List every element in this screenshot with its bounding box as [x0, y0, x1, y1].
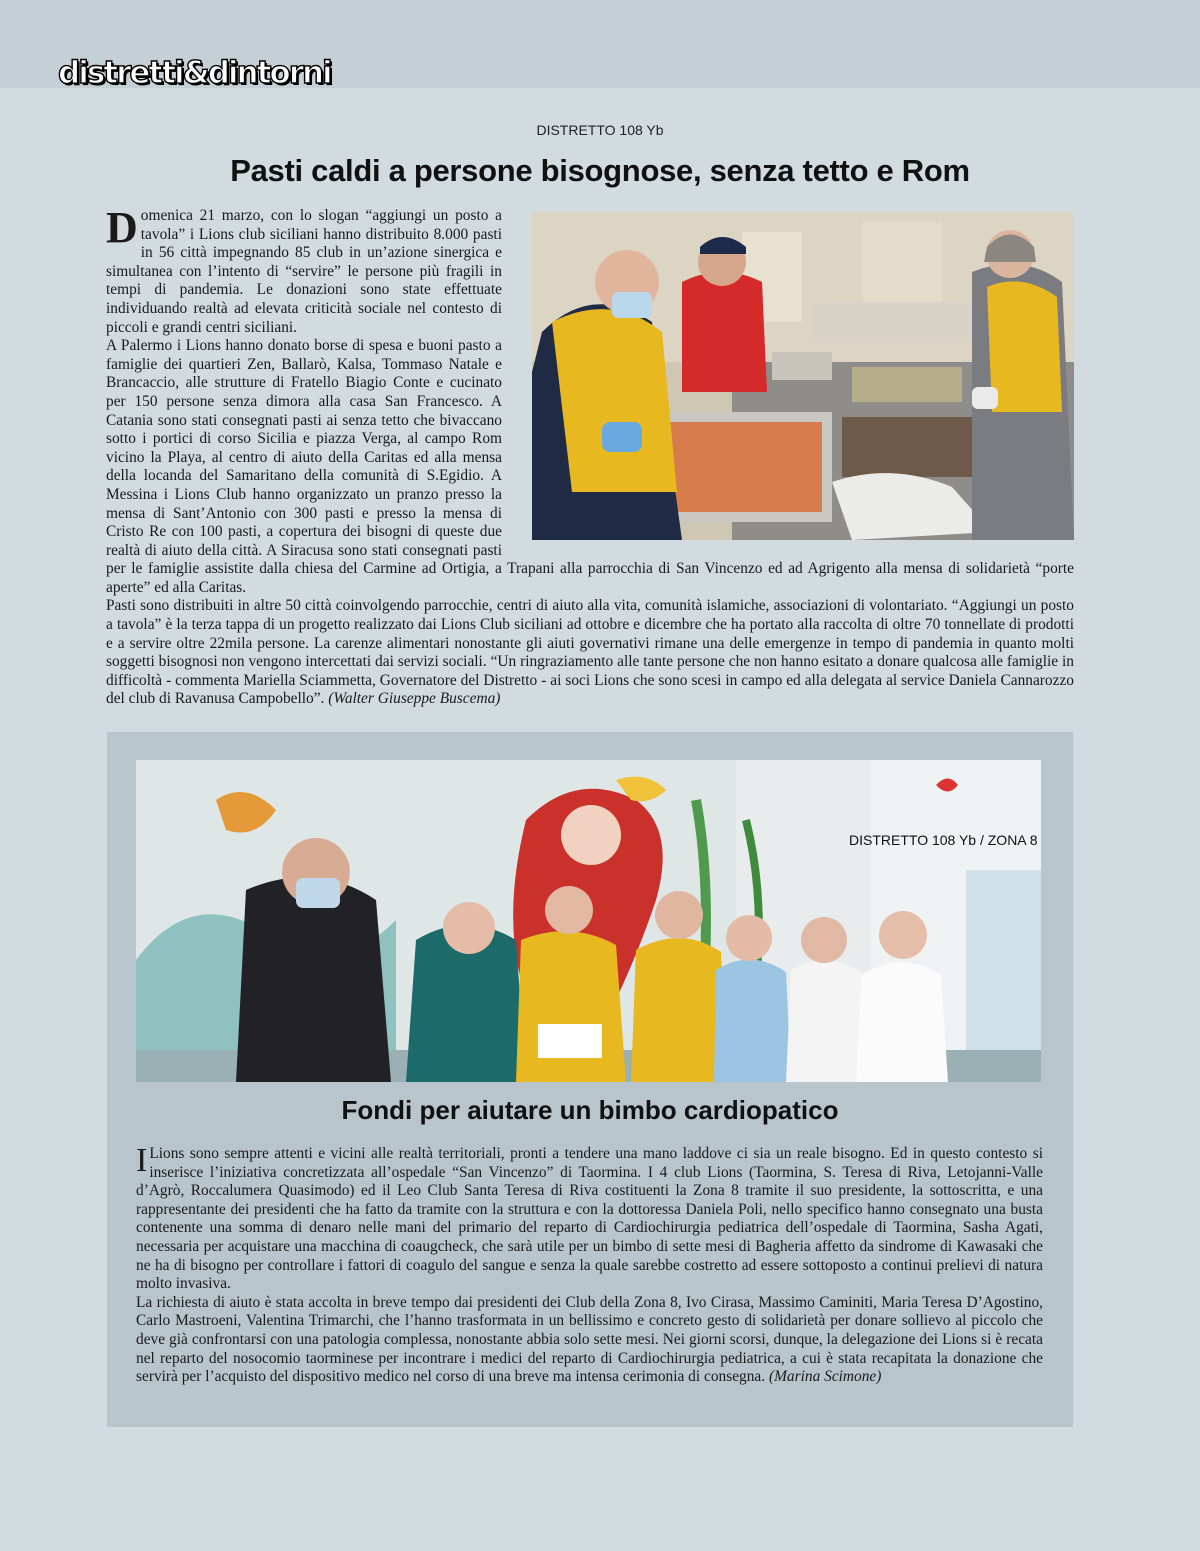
section-tag: distretti&dintorni	[58, 55, 331, 91]
article1-paragraph-2: A Palermo i Lions hanno donato borse di spesa e buoni pasto a famiglie dei quartieri Zen, Ballarò, Kalsa, Tommaso Natale e Brancaccio, alle strutture di Fratello Biagio Conte e cucinato per 150 persone senza dimora alla casa San Francesco. A Catania sono stati consegnati pasti ai senza tetto che bivaccano sotto i portici di corso Sicilia e piazza Verga, al campo Rom vicino la Playa, al centro di aiuto della Caritas ed alla mensa della locanda del Samaritano della comunità di S.Egidio. A Messina i Lions Club hanno organizzato un pranzo presso la mensa di Sant’Antonio con 300 pasti e presso la mensa di Cristo Re con 100 pasti, a copertura dei bisogni di queste due realtà di aiuto della città. A Siracusa sono stati consegnati pasti per le famiglie assistite dalla chiesa del Carmine ad Ortigia, a Trapani alla parrocchia di San Vincenzo ed ad Agrigento alla mensa di solidarietà “porte aperte” ed alla Caritas.	[106, 337, 1074, 596]
article1-paragraph-3: Pasti sono distribuiti in altre 50 città coinvolgendo parrocchie, centri di aiuto alla vita, comunità islamiche, associazioni di volontariato. “Aggiungi un posto a tavola” è la terza tappa di un progetto realizzato dai Lions Club siciliani ad ottobre e dicembre che ha portato alla raccolta di oltre 70 tonnellate di prodotti e a servire oltre 22mila persone. La carenze alimentari nonostante gli aiuti governativi rimane una delle emergenze in tempo di pandemia in quanto molti soggetti bisognosi non vengono intercettati dai servizi sociali. “Un ringraziamento alle tante persone che non hanno esitato a donare qualcosa alle famiglie in difficoltà - commenta Mariella Sciammetta, Governatore del Distretto - ai soci Lions che sono scesi in campo ed alla delegata al service Daniela Cannarozzo del club di Ravanusa Campobello”.	[106, 597, 1074, 708]
article2-dropcap: I	[136, 1142, 148, 1179]
article1-body	[106, 203, 1074, 709]
article2-body	[136, 1142, 1043, 1387]
article2-paragraph-2: La richiesta di aiuto è stata accolta in breve tempo dai presidenti dei Club della Zona 8, Ivo Cirasa, Massimo Caminiti, Maria Teresa D’Agostino, Carlo Mastroeni, Valentina Trimarchi, che l’hanno trasformata in un bellissimo e concreto gesto di solidarietà per donare sollievo al piccolo che deve già confrontarsi con una patologia complessa, nonostante abbia solo sette mesi. Nei giorni scorsi, dunque, la delegazione dei Lions si è recata nel reparto del nosocomio taorminese per incontrare i medici del reparto di Cardiochirurgia pediatrica, a cui è stata recapitata la donazione che servirà per l’acquisto del dispositivo medico nel corso di una breve ma intensa cerimonia di consegna.	[136, 1293, 1043, 1386]
article2-paragraph-1: Lions sono sempre attenti e vicini alle realtà territoriali, pronti a tendere una mano laddove ci sia un reale bisogno. Ed in questo contesto si inserisce l’iniziativa concretizzata all’ospedale “San Vincenzo” di Taormina. I 4 club Lions (Taormina, S. Teresa di Riva, Letojanni-Valle d’Agrò, Roccalumera Quasimodo) ed il Leo Club Santa Teresa di Riva costituenti la Zona 8 tramite il suo presidente, la sottoscritta, e una rappresentante dei presidenti che ha fatto da tramite con la struttura e con la dottoressa Daniela Poli, nello specifico hanno consegnato una busta contenente una somma di denaro nelle mani del primario del reparto di Cardiochirurgia pediatrica dell’ospedale di Taormina, Sasha Agati, necessaria per acquistare una macchina di coaugcheck, che sarà utile per un bimbo di sette mesi di Bagheria affetto da sindrome di Kawasaki che ne ha di bisogno per controllare i fattori di coagulo del sangue e senza la quale sarebbe costretto ad essere sottoposto a continui prelievi di natura molto invasiva.	[136, 1145, 1043, 1293]
article2-photo	[136, 760, 1041, 1082]
article2-title: Fondi per aiutare un bimbo cardiopatico	[341, 1095, 839, 1125]
article1-dropcap: D	[106, 203, 138, 252]
article2-byline: (Marina Scimone)	[768, 1368, 882, 1386]
article1-byline: (Walter Giuseppe Buscema)	[328, 690, 501, 708]
article1-title: Pasti caldi a persone bisognose, senza tetto e Rom	[230, 153, 970, 188]
article1-photo	[532, 212, 1074, 540]
article1-paragraph-1: omenica 21 marzo, con lo slogan “aggiungi un posto a tavola” i Lions club siciliani hanno distribuito 8.000 pasti in 56 città impegnando 85 club in un’azione sinergica e simultanea con l’intento di “servire” le persone più fragili in tempi di pandemia. Le donazioni sono state effettuate individuando realtà ad elevata criticità sociale nel contesto di piccoli e grandi centri siciliani.	[106, 207, 502, 336]
article1-district: DISTRETTO 108 Yb	[536, 122, 664, 138]
article2-district: DISTRETTO 108 Yb / ZONA 8	[849, 832, 1038, 848]
